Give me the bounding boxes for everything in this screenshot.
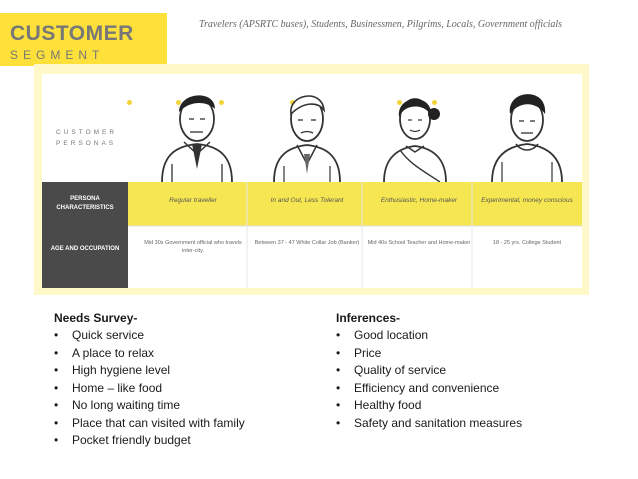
persona-infographic bbox=[34, 64, 589, 295]
title-sub: SEGMENT bbox=[10, 48, 105, 62]
list-item: • Quality of service bbox=[336, 363, 447, 377]
row-label-age: AGE AND OCCUPATION bbox=[50, 246, 120, 252]
segment-list-text: Travelers (APSRTC buses), Students, Businessmen, Pilgrims, Locals, Government officials bbox=[199, 19, 563, 30]
list-item: • No long waiting time bbox=[54, 398, 181, 412]
section-label: CUSTOMER PERSONAS bbox=[56, 129, 118, 147]
persona-3-age: Mid 40s School Teacher and Home-maker bbox=[367, 240, 471, 246]
persona-3-figure bbox=[360, 74, 470, 182]
title-main: CUSTOMER bbox=[10, 22, 134, 45]
list-item: • Safety and sanitation measures bbox=[336, 415, 523, 430]
persona-4-trait: Experimental, money conscious bbox=[481, 197, 573, 204]
list-item: • Healthy food bbox=[336, 398, 422, 412]
list-item: • Home – like food bbox=[54, 380, 163, 395]
persona-1-age: Mid 30s Government official who travels inter-city. bbox=[144, 240, 242, 254]
row-label-characteristics: PERSONA CHARACTERISTICS bbox=[56, 196, 114, 211]
list-item: • High hygiene level bbox=[54, 363, 171, 377]
list-item: • Quick service bbox=[54, 328, 145, 342]
list-item: • Pocket friendly budget bbox=[54, 433, 191, 447]
persona-4-figure bbox=[472, 74, 582, 182]
title-box bbox=[0, 13, 167, 66]
persona-3-trait: Enthusiastic, Home-maker bbox=[380, 197, 458, 204]
persona-2-trait: In and Out, Less Tolerant bbox=[270, 197, 344, 204]
needs-title: Needs Survey- bbox=[54, 311, 138, 325]
persona-2-figure bbox=[252, 74, 362, 182]
list-item: • Place that can visited with family bbox=[54, 415, 245, 430]
persona-1-figure bbox=[142, 74, 252, 182]
list-item: • Price bbox=[336, 345, 382, 360]
list-item: • Good location bbox=[336, 328, 429, 342]
inferences bbox=[336, 310, 522, 432]
needs-survey bbox=[54, 310, 245, 450]
inferences-title: Inferences- bbox=[336, 311, 401, 325]
persona-4-age: 18 - 25 yrs. College Student bbox=[492, 240, 562, 246]
persona-2-age: Between 37 - 47 White Collar Job (Banker) bbox=[254, 240, 360, 246]
list-item: • Efficiency and convenience bbox=[336, 380, 500, 395]
list-item: • A place to relax bbox=[54, 345, 155, 360]
persona-panel bbox=[42, 74, 582, 288]
persona-1-trait: Regular traveller bbox=[169, 197, 217, 204]
